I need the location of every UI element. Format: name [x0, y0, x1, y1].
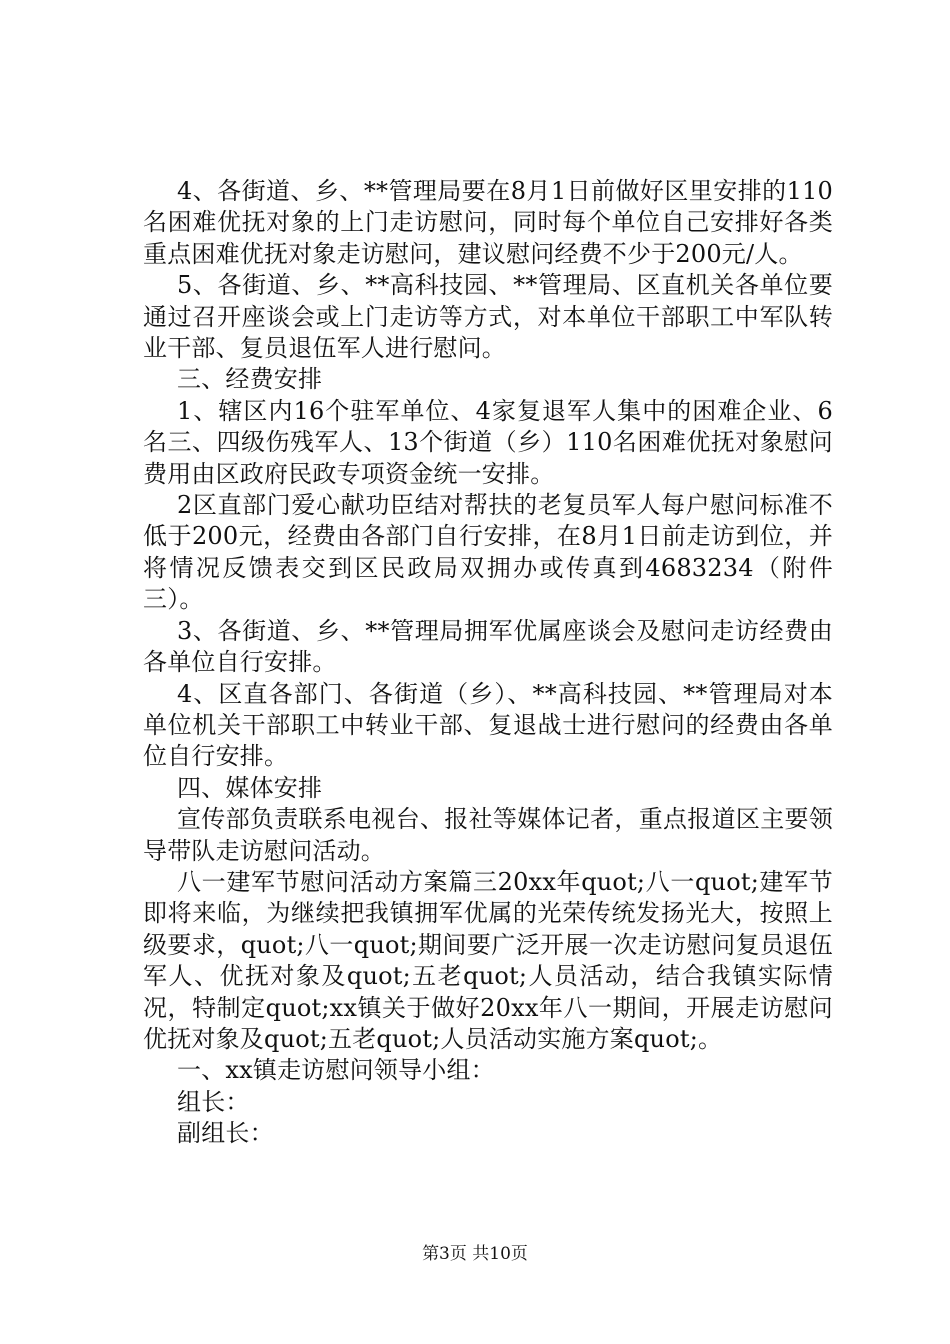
- section-heading-media: 四、媒体安排: [177, 773, 323, 802]
- paragraph-street-visit-arrangement: 4、各街道、乡、**管理局要在8月1日前做好区里安排的110名困难优抚对象的上门走访慰问，同时每个单位自己安排好各类重点困难优抚对象走访慰问，建议慰问经费不少于200元/人。: [143, 177, 833, 268]
- paragraph-funding-item-2: 2区直部门爱心献功臣结对帮扶的老复员军人每户慰问标准不低于200元，经费由各部门自行安排，在8月1日前走访到位，并将情况反馈表交到区民政局双拥办或传真到4683234（附件三）。: [143, 491, 833, 614]
- document-body: [143, 176, 833, 1150]
- page-number-footer: 第3页 共10页: [422, 1244, 528, 1264]
- paragraph-unit-condolence: 5、各街道、乡、**高科技园、**管理局、区直机关各单位要通过召开座谈会或上门走访等方式，对本单位干部职工中军队转业干部、复员退伍军人进行慰问。: [143, 271, 833, 363]
- section-heading-leadership-group: 一、xx镇走访慰问领导小组：: [177, 1056, 495, 1085]
- paragraph-funding-item-3: 3、各街道、乡、**管理局拥军优属座谈会及慰问走访经费由各单位自行安排。: [143, 616, 833, 677]
- section-heading-funding: 三、经费安排: [177, 365, 323, 394]
- paragraph-plan-intro: 八一建军节慰问活动方案篇三20xx年quot;八一quot;建军节即将来临，为继续把我镇拥军优属的光荣传统发扬光大，按照上级要求，quot;八一quot;期间要广泛开展一次走访慰问复员退伍军人、优抚对象及quot;五老quot;人员活动，结合我镇实际情况，特制定quot;xx镇关于做好20xx年八一期间，开展走访慰问优抚对象及quot;五老quot;人员活动实施方案quot;。: [143, 867, 833, 1053]
- paragraph-media-arrangement: 宣传部负责联系电视台、报社等媒体记者，重点报道区主要领导带队走访慰问活动。: [143, 805, 833, 865]
- label-deputy-group-leader: 副组长：: [177, 1119, 274, 1148]
- paragraph-funding-item-1: 1、辖区内16个驻军单位、4家复退军人集中的困难企业、6名三、四级伤残军人、13个街道（乡）110名困难优抚对象慰问费用由区政府民政专项资金统一安排。: [143, 396, 833, 488]
- label-group-leader: 组长：: [177, 1087, 250, 1116]
- paragraph-funding-item-4: 4、区直各部门、各街道（乡）、**高科技园、**管理局对本单位机关干部职工中转业干部、复退战士进行慰问的经费由各单位自行安排。: [143, 679, 833, 771]
